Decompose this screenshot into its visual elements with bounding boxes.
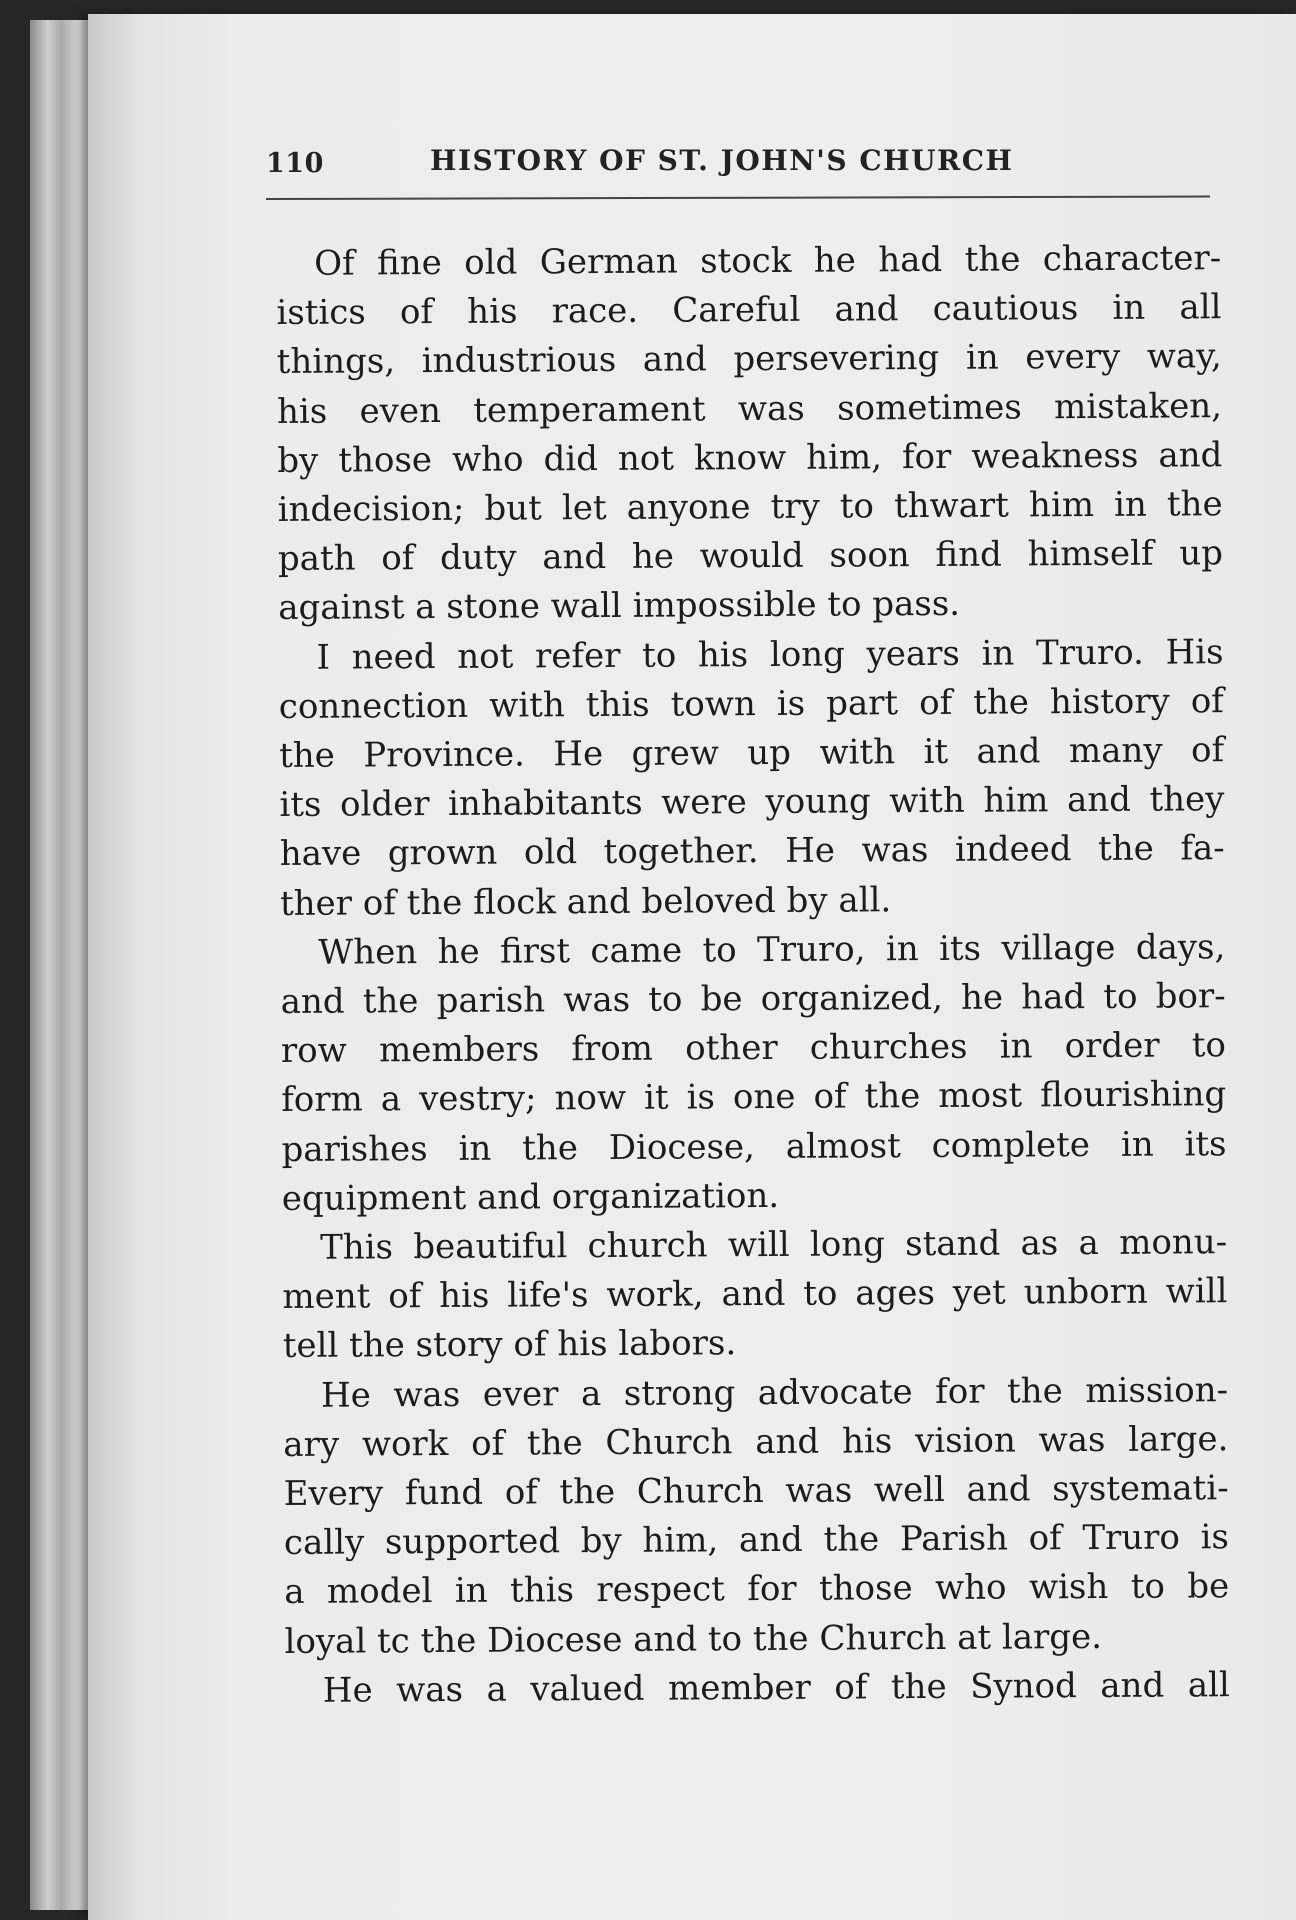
paragraph (285, 1661, 1230, 1716)
text-line: loyal tc the Diocese and to the Church at large. (284, 1616, 1103, 1662)
text-line: a model in this respect for those who wish to be (284, 1566, 1230, 1613)
text-line: equipment and organization. (281, 1175, 780, 1219)
text-line: its older inhabitants were young with him and they (279, 779, 1225, 826)
text-line: He was ever a strong advocate for the mission- (320, 1369, 1229, 1416)
text-line: When he first came to Truro, in its village days, (318, 927, 1226, 973)
text-line: This beautiful church will long stand as a monu- (320, 1222, 1228, 1268)
text-line: path of duty and he would soon find himself up (277, 533, 1224, 580)
text-line: indecision; but let anyone try to thwart him in the (277, 484, 1223, 531)
text-line: He was a valued member of the Synod and all (322, 1665, 1230, 1711)
text-line: and the parish was to be organized, he had to bor- (280, 976, 1226, 1023)
body-text (276, 234, 1230, 1716)
text-line: his even temperament was sometimes mistaken, (276, 385, 1223, 432)
running-header (266, 138, 1210, 182)
text-line: row members from other churches in order to (280, 1025, 1227, 1072)
text-line: ary work of the Church and his vision was large. (283, 1419, 1229, 1465)
text-line: connection with this town is part of the history of (278, 681, 1224, 727)
text-line: Every fund of the Church was well and systemati- (283, 1468, 1229, 1515)
page-number: 110 (266, 148, 324, 179)
text-line: by those who did not know him, for weakness and (277, 435, 1223, 481)
text-line: istics of his race. Careful and cautious in all (276, 287, 1222, 334)
text-line: things, industrious and persevering in every way, (276, 336, 1222, 383)
paragraph (282, 1218, 1228, 1371)
running-title: HISTORY OF ST. JOHN'S CHURCH (430, 144, 1014, 177)
paragraph (278, 628, 1225, 929)
paragraph (280, 923, 1227, 1224)
paragraph (283, 1366, 1230, 1667)
text-line: ther of the flock and beloved by all. (279, 879, 892, 924)
text-line: cally supported by him, and the Parish of Truro is (283, 1517, 1230, 1564)
text-line: have grown old together. He was indeed the fa- (279, 828, 1225, 875)
text-line: form a vestry; now it is one of the most flourishing (281, 1074, 1227, 1121)
text-line: against a stone wall impossible to pass. (278, 584, 961, 629)
text-line: parishes in the Diocese, almost complete in its (281, 1123, 1227, 1170)
text-line: ment of his life's work, and to ages yet unborn will (282, 1271, 1228, 1318)
text-line: I need not refer to his long years in Truro. His (316, 631, 1224, 678)
paragraph (276, 234, 1223, 633)
text-line: the Province. He grew up with it and many of (279, 730, 1225, 777)
text-line: Of fine old German stock he had the character- (314, 238, 1222, 284)
text-line: tell the story of his labors. (282, 1323, 737, 1367)
